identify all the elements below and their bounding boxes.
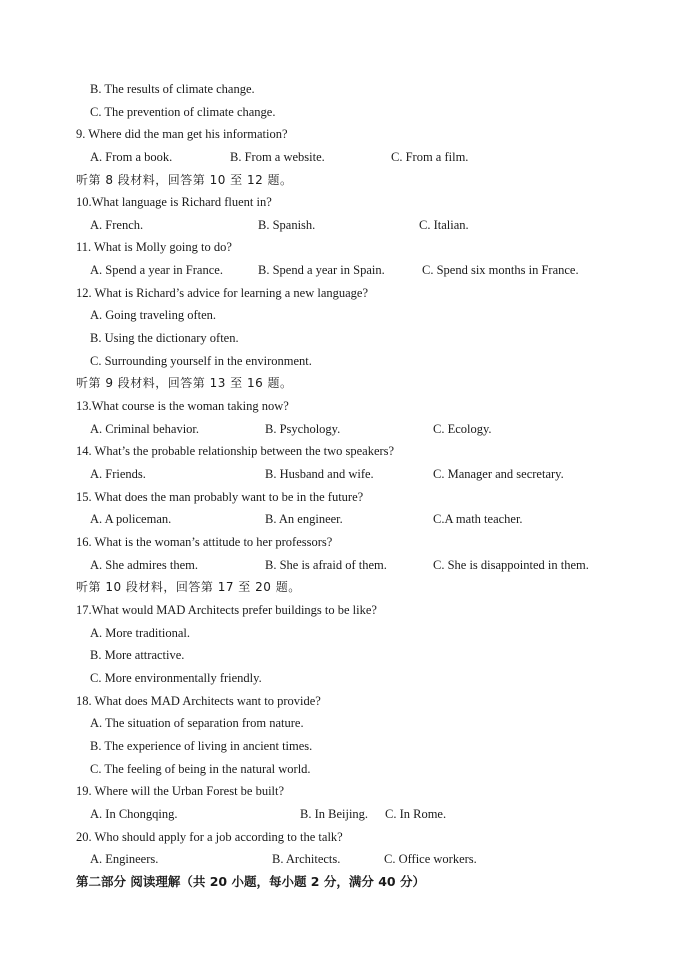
q20-option-c: C. Office workers. bbox=[384, 852, 477, 866]
section-8-heading: 听第 8 段材料，回答第 10 至 12 题。 bbox=[76, 173, 293, 187]
question-15: 15. What does the man probably want to be in the future? bbox=[76, 490, 364, 504]
q20-option-b: B. Architects. bbox=[272, 852, 341, 866]
q12-option-c: C. Surrounding yourself in the environment. bbox=[90, 354, 312, 368]
question-16: 16. What is the woman’s attitude to her professors? bbox=[76, 535, 333, 549]
q12-option-b: B. Using the dictionary often. bbox=[90, 331, 239, 345]
question-12: 12. What is Richard’s advice for learning a new language? bbox=[76, 286, 369, 300]
q19-option-b: B. In Beijing. bbox=[300, 807, 369, 821]
question-14: 14. What’s the probable relationship between the two speakers? bbox=[76, 444, 395, 458]
q18-option-a: A. The situation of separation from nature. bbox=[90, 716, 304, 730]
question-19: 19. Where will the Urban Forest be built? bbox=[76, 784, 285, 798]
q14-option-b: B. Husband and wife. bbox=[265, 467, 374, 481]
q10-option-a: A. French. bbox=[90, 218, 144, 232]
q20-option-a: A. Engineers. bbox=[90, 852, 159, 866]
q11-option-b: B. Spend a year in Spain. bbox=[258, 263, 385, 277]
q8-option-b: B. The results of climate change. bbox=[90, 82, 255, 96]
part-2-heading: 第二部分 阅读理解（共 20 小题，每小题 2 分，满分 40 分） bbox=[76, 874, 425, 889]
question-10: 10.What language is Richard fluent in? bbox=[76, 195, 272, 209]
q19-option-a: A. In Chongqing. bbox=[90, 807, 178, 821]
q16-option-b: B. She is afraid of them. bbox=[265, 558, 387, 572]
q15-option-b: B. An engineer. bbox=[265, 512, 343, 526]
q17-option-c: C. More environmentally friendly. bbox=[90, 671, 262, 685]
q13-option-b: B. Psychology. bbox=[265, 422, 341, 436]
q11-option-a: A. Spend a year in France. bbox=[90, 263, 223, 277]
q16-option-a: A. She admires them. bbox=[90, 558, 198, 572]
question-17: 17.What would MAD Architects prefer buildings to be like? bbox=[76, 603, 377, 617]
q14-option-c: C. Manager and secretary. bbox=[433, 467, 564, 481]
q15-option-c: C.A math teacher. bbox=[433, 512, 523, 526]
q9-option-c: C. From a film. bbox=[391, 150, 469, 164]
section-10-heading: 听第 10 段材料，回答第 17 至 20 题。 bbox=[76, 580, 301, 594]
question-9: 9. Where did the man get his information? bbox=[76, 127, 288, 141]
q17-option-b: B. More attractive. bbox=[90, 648, 185, 662]
q10-option-c: C. Italian. bbox=[419, 218, 469, 232]
question-11: 11. What is Molly going to do? bbox=[76, 240, 232, 254]
q10-option-b: B. Spanish. bbox=[258, 218, 316, 232]
question-13: 13.What course is the woman taking now? bbox=[76, 399, 289, 413]
q12-option-a: A. Going traveling often. bbox=[90, 308, 217, 322]
q13-option-c: C. Ecology. bbox=[433, 422, 492, 436]
question-20: 20. Who should apply for a job according to the talk? bbox=[76, 830, 343, 844]
q13-option-a: A. Criminal behavior. bbox=[90, 422, 200, 436]
q9-option-b: B. From a website. bbox=[230, 150, 325, 164]
q8-option-c: C. The prevention of climate change. bbox=[90, 105, 276, 119]
q19-option-c: C. In Rome. bbox=[385, 807, 447, 821]
q17-option-a: A. More traditional. bbox=[90, 626, 190, 640]
q11-option-c: C. Spend six months in France. bbox=[422, 263, 579, 277]
q15-option-a: A. A policeman. bbox=[90, 512, 172, 526]
q14-option-a: A. Friends. bbox=[90, 467, 146, 481]
section-9-heading: 听第 9 段材料，回答第 13 至 16 题。 bbox=[76, 376, 293, 390]
question-18: 18. What does MAD Architects want to provide? bbox=[76, 694, 321, 708]
q9-option-a: A. From a book. bbox=[90, 150, 173, 164]
q16-option-c: C. She is disappointed in them. bbox=[433, 558, 589, 572]
q18-option-c: C. The feeling of being in the natural world. bbox=[90, 762, 311, 776]
q18-option-b: B. The experience of living in ancient times. bbox=[90, 739, 313, 753]
